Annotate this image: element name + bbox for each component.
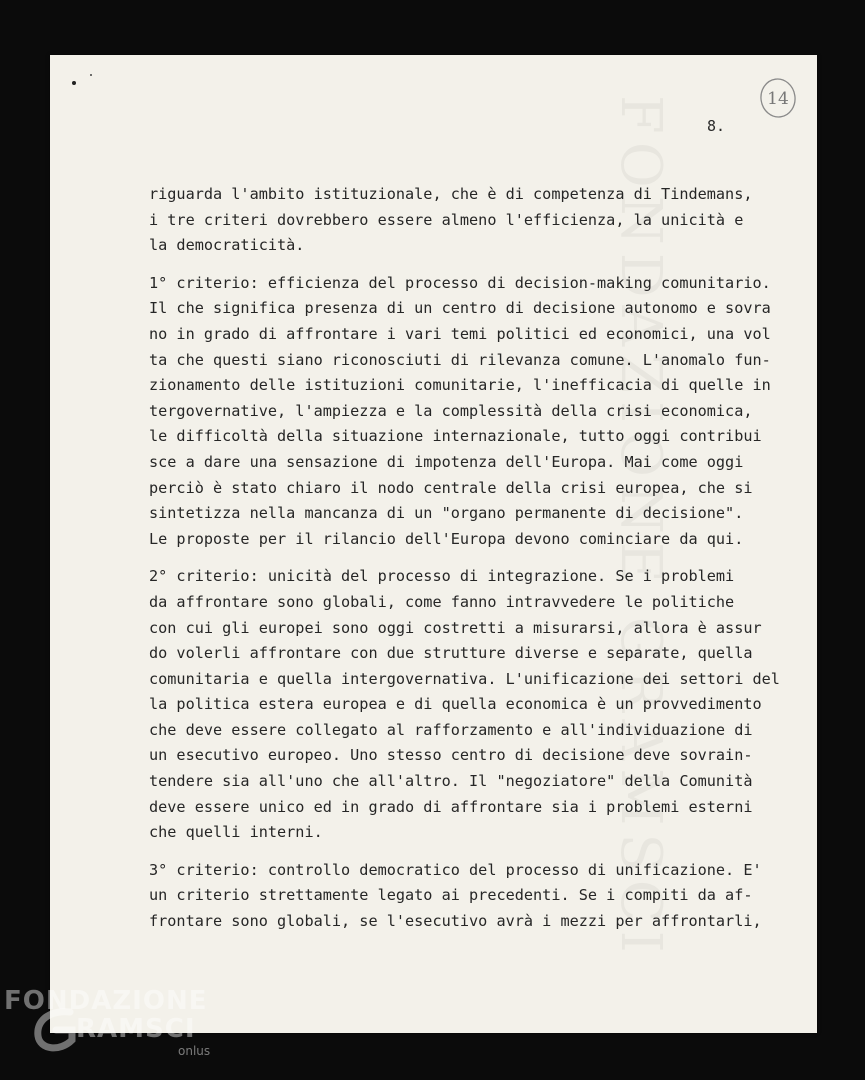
- ink-mark: [72, 81, 76, 85]
- text-line: 1° criterio: efficienza del processo di decision-making comunitario.: [149, 273, 771, 292]
- text-line: sintetizza nella mancanza di un "organo permanente di decisione".: [149, 504, 744, 523]
- paragraph: [149, 271, 789, 553]
- text-line: con cui gli europei sono oggi costretti a misurarsi, allora è assur: [149, 618, 762, 637]
- text-line: tergovernative, l'ampiezza e la complessità della crisi economica,: [149, 401, 753, 420]
- text-line: un criterio strettamente legato ai precedenti. Se i compiti da af-: [149, 886, 753, 905]
- text-line: perciò è stato chiaro il nodo centrale della crisi europea, che si: [149, 478, 753, 497]
- text-line: sce a dare una sensazione di impotenza dell'Europa. Mai come oggi: [149, 452, 744, 471]
- text-line: zionamento delle istituzioni comunitarie, l'inefficacia di quelle in: [149, 376, 771, 395]
- typed-body-text: [149, 182, 789, 947]
- document-page: [50, 55, 817, 1033]
- text-line: la democraticità.: [149, 236, 305, 255]
- text-line: 2° criterio: unicità del processo di integrazione. Se i problemi: [149, 567, 735, 586]
- folio-number-text: 14: [767, 89, 789, 109]
- text-line: i tre criteri dovrebbero essere almeno l'efficienza, la unicità e: [149, 210, 744, 229]
- logo-text-gramsci: RAMSCI: [76, 1014, 196, 1044]
- text-line: che quelli interni.: [149, 823, 323, 842]
- text-line: Le proposte per il rilancio dell'Europa devono cominciare da qui.: [149, 529, 744, 548]
- text-line: un esecutivo europeo. Uno stesso centro di decisione deve sovrain-: [149, 746, 753, 765]
- text-line: da affrontare sono globali, come fanno intravvedere le politiche: [149, 592, 735, 611]
- logo-text-onlus: onlus: [178, 1044, 211, 1058]
- text-line: le difficoltà della situazione internazionale, tutto oggi contribui: [149, 427, 762, 446]
- paragraph: [149, 564, 789, 846]
- text-line: do volerli affrontare con due strutture diverse e separate, quella: [149, 644, 753, 663]
- page-number: 8.: [707, 117, 726, 135]
- logo-g-swoosh-icon: [30, 1006, 80, 1054]
- text-line: riguarda l'ambito istituzionale, che è di competenza di Tindemans,: [149, 185, 753, 203]
- text-line: no in grado di affrontare i vari temi politici ed economici, una vol: [149, 324, 771, 343]
- text-line: che deve essere collegato al rafforzamento e all'individuazione di: [149, 720, 753, 739]
- text-line: ta che questi siano riconosciuti di rilevanza comune. L'anomalo fun-: [149, 350, 771, 369]
- text-line: 3° criterio: controllo democratico del processo di unificazione. E': [149, 860, 762, 879]
- text-line: la politica estera europea e di quella economica è un provvedimento: [149, 695, 762, 714]
- logo-text-fondazione: FONDAZIONE: [4, 986, 208, 1016]
- text-line: tendere sia all'uno che all'altro. Il "negoziatore" della Comunità: [149, 772, 753, 791]
- paragraph: [149, 182, 789, 259]
- text-line: Il che significa presenza di un centro di decisione autonomo e sovra: [149, 299, 771, 318]
- paragraph: [149, 858, 789, 935]
- text-line: deve essere unico ed in grado di affrontare sia i problemi esterni: [149, 797, 753, 816]
- text-line: frontare sono globali, se l'esecutivo avrà i mezzi per affrontarli,: [149, 912, 762, 931]
- text-line: comunitaria e quella intergovernativa. L'unificazione dei settori del: [149, 669, 780, 688]
- handwritten-folio-number: [758, 77, 798, 119]
- archive-logo: [0, 980, 240, 1080]
- ink-mark-small: [90, 74, 92, 76]
